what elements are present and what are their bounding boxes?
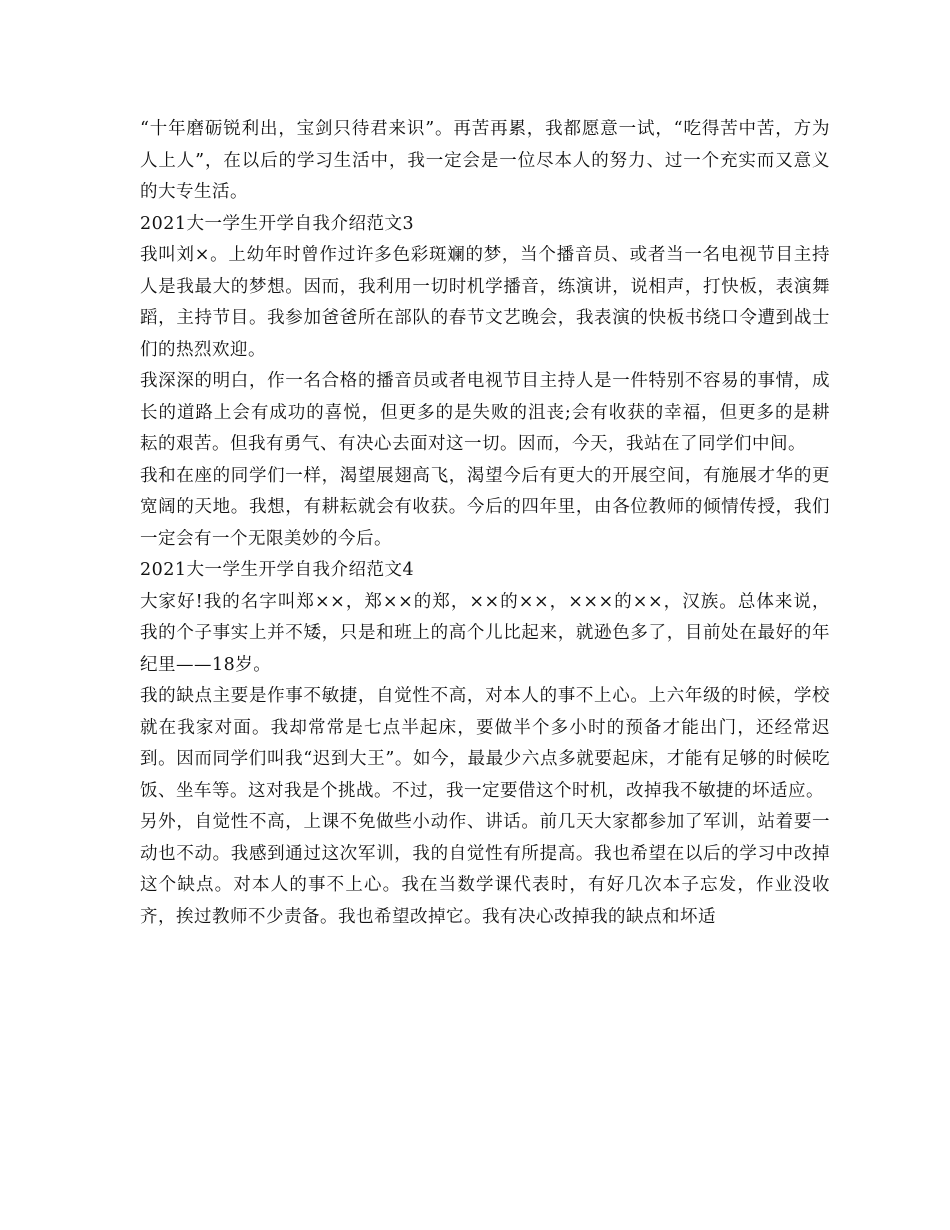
section-heading-3: 2021大一学生开学自我介绍范文3 — [140, 213, 415, 234]
paragraph-zheng-intro: 大家好!我的名字叫郑××，郑××的郑，××的××，×××的××，汉族。总体来说，我的个子事实上并不矮，只是和班上的高个儿比起来，就逊色多了，目前处在最好的年纪里——18岁。 — [140, 591, 830, 675]
document-body — [140, 114, 830, 933]
paragraph-liu-dream: 我叫刘×。上幼年时曾作过许多色彩斑斓的梦，当个播音员、或者当一名电视节目主持人是我最大的梦想。因而，我利用一切时机学播音，练演讲，说相声，打快板，表演舞蹈，主持节目。我参加爸爸所在部队的春节文艺晚会，我表演的快板书绕口令遭到战士们的热烈欢迎。 — [140, 245, 830, 360]
paragraph-liu-understanding: 我深深的明白，作一名合格的播音员或者电视节目主持人是一件特别不容易的事情，成长的道路上会有成功的喜悦，但更多的是失败的沮丧;会有收获的幸福，但更多的是耕耘的艰苦。但我有勇气、有决心去面对这一切。因而，今天，我站在了同学们中间。 — [140, 371, 830, 454]
paragraph-zheng-shortcomings: 我的缺点主要是作事不敏捷，自觉性不高，对本人的事不上心。上六年级的时候，学校就在我家对面。我却常常是七点半起床，要做半个多小时的预备才能出门，还经常迟到。因而同学们叫我“迟到大王”。如今，最最少六点多就要起床，才能有足够的时候吃饭、坐车等。这对我是个挑战。不过，我一定要借这个时机，改掉我不敏捷的坏适应。 — [140, 686, 830, 801]
paragraph-liu-hope: 我和在座的同学们一样，渴望展翅高飞，渴望今后有更大的开展空间，有施展才华的更宽阔的天地。我想，有耕耘就会有收获。今后的四年里，由各位教师的倾情传授，我们一定会有一个无限美妙的今后。 — [140, 465, 830, 549]
section-heading-4: 2021大一学生开学自我介绍范文4 — [140, 560, 415, 580]
paragraph-intro-ending: “十年磨砺锐利出，宝剑只待君来识”。再苦再累，我都愿意一试，“吃得苦中苦，方为人上人”，在以后的学习生活中，我一定会是一位尽本人的努力、过一个充实而又意义的大专生活。 — [140, 119, 830, 202]
paragraph-zheng-selfdiscipline: 另外，自觉性不高，上课不免做些小动作、讲话。前几天大家都参加了军训，站着要一动也不动。我感到通过这次军训，我的自觉性有所提高。我也希望在以后的学习中改掉这个缺点。对本人的事不上心。我在当数学课代表时，有好几次本子忘发，作业没收齐，挨过教师不少责备。我也希望改掉它。我有决心改掉我的缺点和坏适 — [140, 812, 830, 927]
